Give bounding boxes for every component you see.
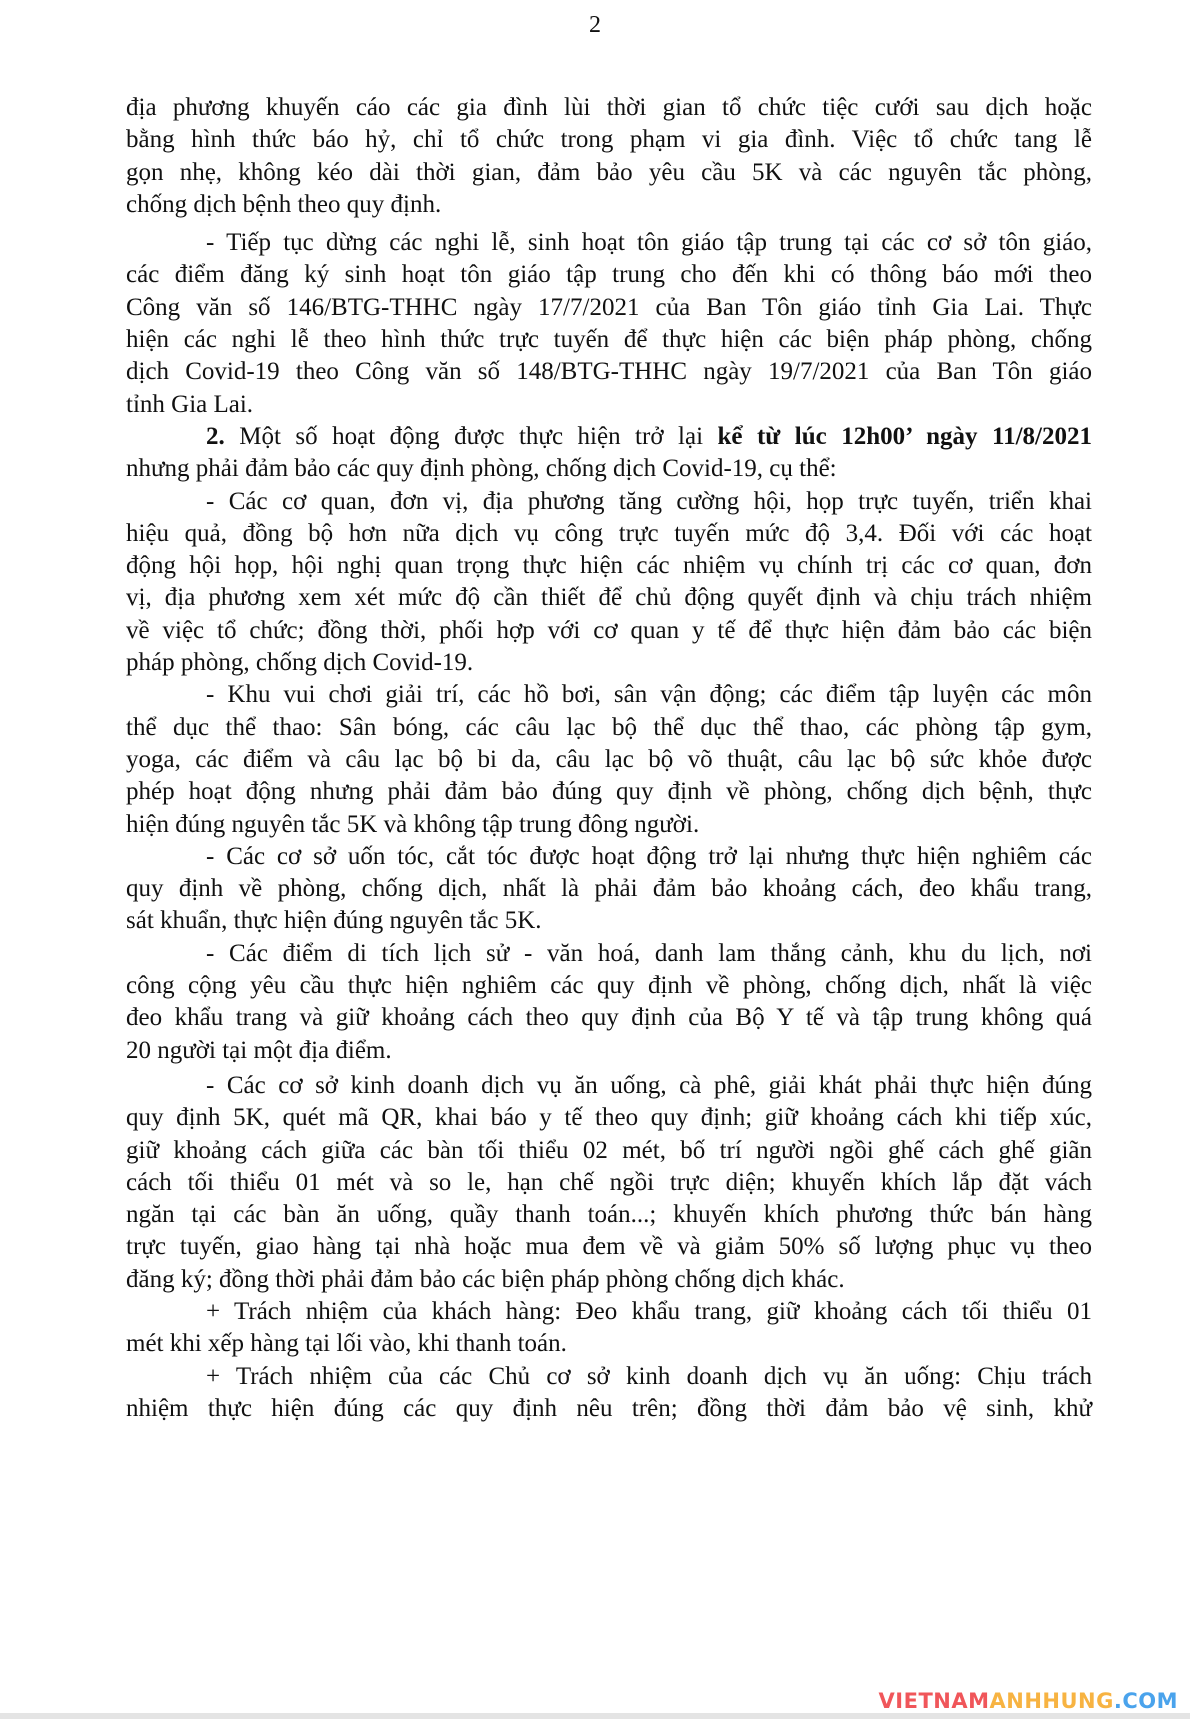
text-line: - Các cơ sở kinh doanh dịch vụ ăn uống, cà phê, giải khát phải thực hiện đúng xyxy=(206,1071,1092,1099)
text-line: quy định về phòng, chống dịch, nhất là phải đảm bảo khoảng cách, đeo khẩu trang, xyxy=(126,875,1092,903)
text-line: phép hoạt động nhưng phải đảm bảo đúng quy định về phòng, chống dịch bệnh, thực xyxy=(126,778,1092,806)
text-line: động hội họp, hội nghị quan trọng thực hiện các nhiệm vụ chính trị các cơ quan, đơn xyxy=(126,552,1092,580)
text-line: hiện đúng nguyên tắc 5K và không tập trung đông người. xyxy=(126,810,700,838)
text-line: hiện các nghi lễ theo hình thức trực tuyến để thực hiện các biện pháp phòng, chống xyxy=(126,326,1092,354)
watermark-part: .COM xyxy=(1113,1689,1178,1713)
paragraph xyxy=(126,1296,1092,1361)
text-line: các điểm đăng ký sinh hoạt tôn giáo tập trung cho đến khi có thông báo mới theo xyxy=(126,261,1092,289)
text-line: hiệu quả, đồng bộ hơn nữa dịch vụ công trực tuyến mức độ 3,4. Đối với các hoạt xyxy=(126,519,1092,547)
text-line: nhiệm thực hiện đúng các quy định nêu trên; đồng thời đảm bảo vệ sinh, khử xyxy=(126,1394,1092,1422)
text-line: sát khuẩn, thực hiện đúng nguyên tắc 5K. xyxy=(126,907,542,935)
text-line: dịch Covid-19 theo Công văn số 148/BTG-THHC ngày 19/7/2021 của Ban Tôn giáo xyxy=(126,358,1092,386)
text: Một số hoạt động được thực hiện trở lại xyxy=(224,422,718,450)
text-line: - Tiếp tục dừng các nghi lễ, sinh hoạt tôn giáo tập trung tại các cơ sở tôn giáo, xyxy=(206,229,1092,257)
text-line: yoga, các điểm và câu lạc bộ bi da, câu lạc bộ võ thuật, câu lạc bộ sức khỏe được xyxy=(126,745,1092,773)
paragraph xyxy=(126,227,1092,421)
text-line: + Trách nhiệm của khách hàng: Đeo khẩu trang, giữ khoảng cách tối thiểu 01 xyxy=(206,1297,1092,1325)
text-line: về việc tổ chức; đồng thời, phối hợp với cơ quan y tế để thực hiện đảm bảo các biện xyxy=(126,616,1092,644)
text-line: cách tối thiểu 01 mét và so le, hạn chế ngồi trực diện; khuyến khích lắp đặt vách xyxy=(126,1168,1092,1196)
text-line: Công văn số 146/BTG-THHC ngày 17/7/2021 của Ban Tôn giáo tỉnh Gia Lai. Thực xyxy=(126,293,1092,321)
text-line: tỉnh Gia Lai. xyxy=(126,390,254,418)
document-body xyxy=(126,92,1092,1425)
text-line: 20 người tại một địa điểm. xyxy=(126,1036,392,1064)
bold-text: kể từ lúc 12h00’ ngày 11/8/2021 xyxy=(717,422,1092,450)
text-line: + Trách nhiệm của các Chủ cơ sở kinh doanh dịch vụ ăn uống: Chịu trách xyxy=(206,1362,1092,1390)
paragraph xyxy=(126,486,1092,680)
text-line: chống dịch bệnh theo quy định. xyxy=(126,190,442,218)
text-line: - Các cơ quan, đơn vị, địa phương tăng cường hội, họp trực tuyến, triển khai xyxy=(206,487,1092,515)
text-line: địa phương khuyến cáo các gia đình lùi thời gian tổ chức tiệc cưới sau dịch hoặc xyxy=(126,94,1092,121)
text-line: mét khi xếp hàng tại lối vào, khi thanh toán. xyxy=(126,1330,567,1358)
watermark-logo xyxy=(879,1689,1178,1713)
bold-text: 2. xyxy=(206,422,225,450)
page-number: 2 xyxy=(589,12,601,38)
text-line xyxy=(126,421,1092,453)
text-line: đeo khẩu trang và giữ khoảng cách theo quy định của Bộ Y tế và tập trung không quá xyxy=(126,1004,1092,1032)
text-line: ngăn tại các bàn ăn uống, quầy thanh toán...; khuyến khích phương thức bán hàng xyxy=(126,1201,1092,1229)
paragraph xyxy=(126,679,1092,840)
text-line: gọn nhẹ, không kéo dài thời gian, đảm bảo yêu cầu 5K và các nguyên tắc phòng, xyxy=(126,158,1092,186)
paragraph xyxy=(126,841,1092,938)
watermark-part: VIETNAM xyxy=(878,1689,990,1713)
text-line: vị, địa phương xem xét mức độ cần thiết để chủ động quyết định và chịu trách nhiệm xyxy=(126,584,1092,612)
watermark-part: ANHHUNG xyxy=(989,1689,1114,1713)
text-line: công cộng yêu cầu thực hiện nghiêm các quy định về phòng, chống dịch, nhất là việc xyxy=(126,972,1092,1000)
paragraph xyxy=(126,938,1092,1067)
text-line: - Khu vui chơi giải trí, các hồ bơi, sân vận động; các điểm tập luyện các môn xyxy=(206,681,1092,709)
text-line: nhưng phải đảm bảo các quy định phòng, chống dịch Covid-19, cụ thể: xyxy=(126,455,837,483)
page-bottom-edge xyxy=(0,1713,1190,1719)
text-line: giữ khoảng cách giữa các bàn tối thiểu 02 mét, bố trí người ngồi ghế cách ghế giãn xyxy=(126,1136,1092,1164)
text-line: pháp phòng, chống dịch Covid-19. xyxy=(126,649,474,677)
paragraph xyxy=(126,1361,1092,1426)
paragraph xyxy=(126,1070,1092,1296)
paragraph xyxy=(126,92,1092,221)
text-line: trực tuyến, giao hàng tại nhà hoặc mua đem về và giảm 50% số lượng phục vụ theo xyxy=(126,1233,1092,1261)
text-line: - Các điểm di tích lịch sử - văn hoá, danh lam thắng cảnh, khu du lịch, nơi xyxy=(206,939,1092,967)
text-line: đăng ký; đồng thời phải đảm bảo các biện pháp phòng chống dịch khác. xyxy=(126,1265,845,1293)
paragraph xyxy=(126,421,1092,486)
text-line: - Các cơ sở uốn tóc, cắt tóc được hoạt động trở lại nhưng thực hiện nghiêm các xyxy=(206,842,1092,870)
text-line: quy định 5K, quét mã QR, khai báo y tế theo quy định; giữ khoảng cách khi tiếp xúc, xyxy=(126,1104,1092,1132)
text-line: bằng hình thức báo hỷ, chỉ tổ chức trong phạm vi gia đình. Việc tổ chức tang lễ xyxy=(126,126,1092,154)
text-line: thể dục thể thao: Sân bóng, các câu lạc bộ thể dục thể thao, các phòng tập gym, xyxy=(126,713,1092,741)
